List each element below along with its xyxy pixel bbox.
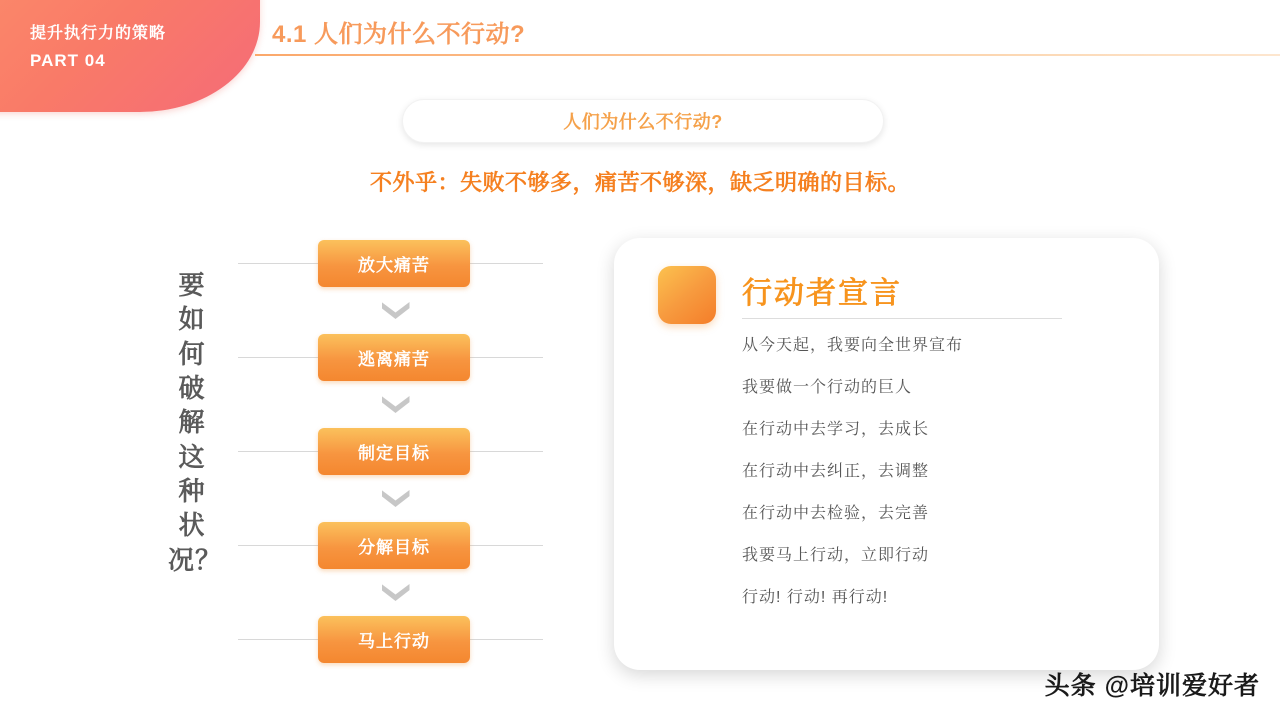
flow-step-label: 放大痛苦 (318, 240, 470, 287)
card-badge-icon (658, 266, 716, 324)
flow-arrow (238, 287, 543, 334)
flow-step-label: 马上行动 (318, 616, 470, 663)
flow-arrow (238, 381, 543, 428)
section-corner-tab (0, 0, 260, 112)
question-pill (402, 99, 884, 143)
flow-step-label: 逃离痛苦 (318, 334, 470, 381)
header-divider (255, 54, 1280, 56)
flow-arrow (238, 475, 543, 522)
watermark: 头条 @培训爱好者 (1044, 672, 1260, 700)
card-line: 在行动中去纠正，去调整 (742, 463, 930, 480)
flow-step (238, 334, 543, 381)
flow-step (238, 428, 543, 475)
card-body (742, 338, 1132, 632)
subtitle-text: 不外乎：失败不够多，痛苦不够深，缺乏明确的目标。 (369, 170, 910, 195)
chevron-down-icon (382, 584, 410, 601)
flow-step-label: 分解目标 (318, 522, 470, 569)
section-part-label: PART 04 (30, 51, 106, 70)
card-title: 行动者宣言 (742, 277, 902, 310)
chevron-down-icon (382, 490, 410, 507)
chevron-down-icon (382, 396, 410, 413)
card-line: 行动! 行动! 再行动! (742, 589, 889, 606)
left-vertical-question: 要如何破解这种状况？ (168, 270, 223, 575)
flow-step-label: 制定目标 (318, 428, 470, 475)
section-title: 提升执行力的策略 (30, 25, 167, 42)
flow-chart (238, 240, 543, 670)
card-title-divider (742, 318, 1062, 319)
flow-step (238, 616, 543, 663)
flow-step (238, 522, 543, 569)
declaration-card (614, 238, 1159, 670)
card-line: 我要做一个行动的巨人 (742, 379, 913, 396)
card-line: 我要马上行动，立即行动 (742, 547, 930, 564)
card-line: 在行动中去学习，去成长 (742, 421, 930, 438)
corner-tab-text (30, 22, 166, 71)
card-line: 从今天起，我要向全世界宣布 (742, 337, 964, 354)
flow-arrow (238, 569, 543, 616)
card-line: 在行动中去检验，去完善 (742, 505, 930, 522)
chevron-down-icon (382, 302, 410, 319)
flow-step (238, 240, 543, 287)
question-pill-label: 人们为什么不行动? (563, 112, 723, 132)
page-title: 4.1 人们为什么不行动? (272, 21, 526, 48)
